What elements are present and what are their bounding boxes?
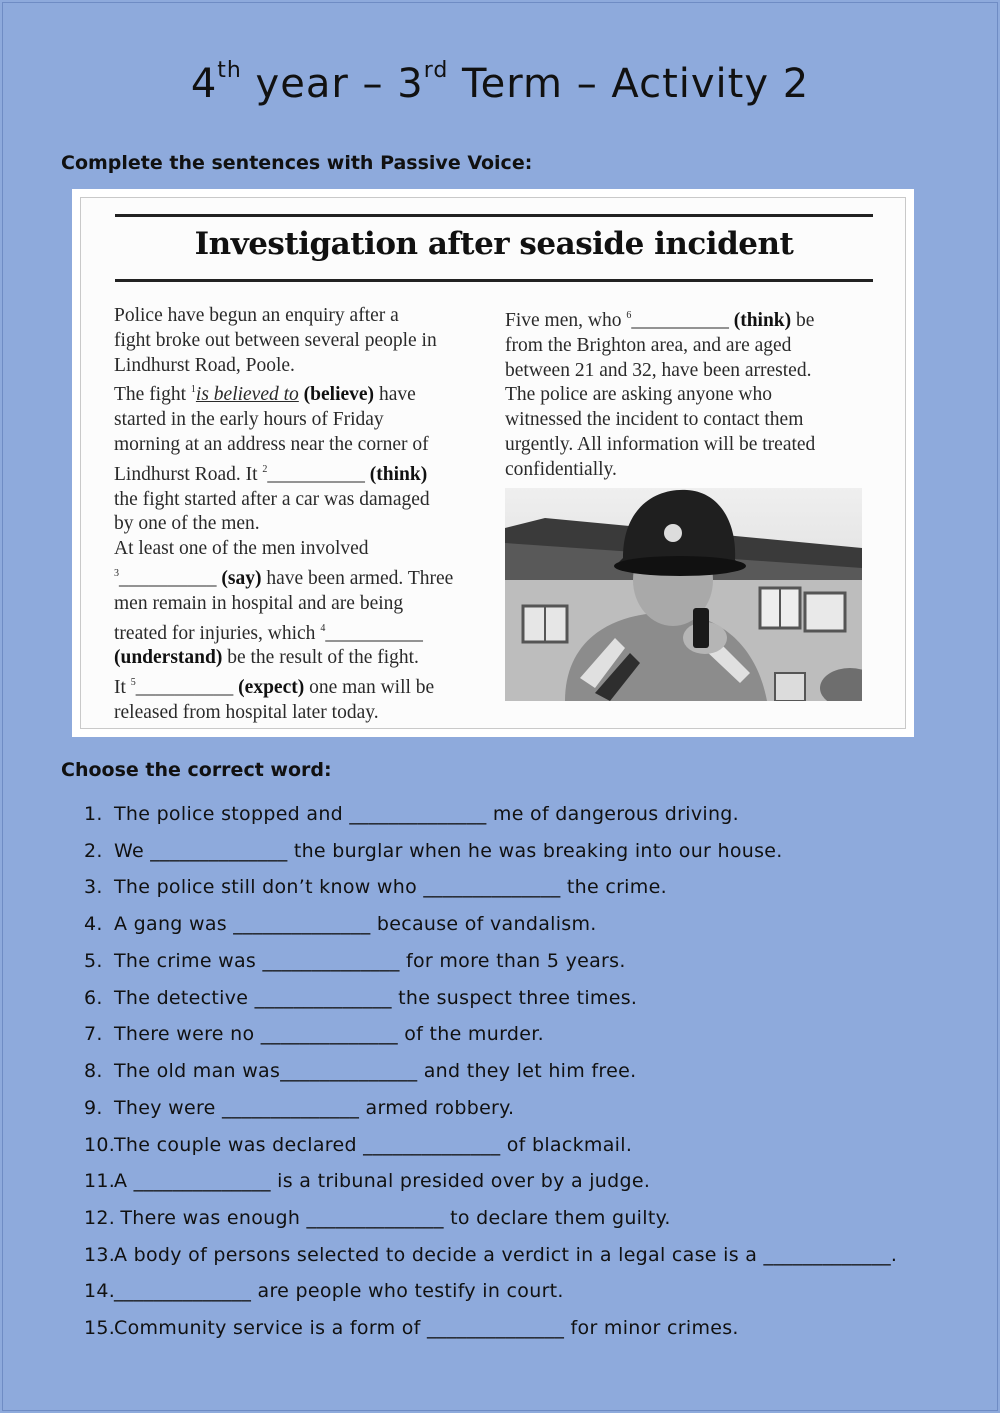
list-item[interactable]: 13.A body of persons selected to decide a verdict in a legal case is a _____________. [84, 1244, 898, 1266]
page-title: 4th year – 3rd Term – Activity 2 [190, 58, 810, 107]
headline-rule-bottom [115, 279, 873, 282]
list-item[interactable]: 1. The police stopped and ______________ me of dangerous driving. [84, 803, 740, 825]
example-answer: is believed to [195, 384, 299, 406]
list-item[interactable]: 4. A gang was ______________ because of vandalism. [84, 913, 597, 935]
list-item[interactable]: 15.Community service is a form of ______________ for minor crimes. [84, 1317, 739, 1339]
police-officer-photo [505, 488, 862, 701]
blank-5[interactable]: __________ [135, 677, 234, 699]
list-item[interactable]: 9. They were ______________ armed robbery. [84, 1097, 515, 1119]
list-item[interactable]: 6. The detective ______________ the suspect three times. [84, 987, 638, 1009]
list-item[interactable]: 2. We ______________ the burglar when he was breaking into our house. [84, 840, 783, 862]
article-left-column: Police have begun an enquiry after a fight broke out between several people in Lindhurst Road, Poole. The fight $^1$is believed to (believe) have started in the early hours of Friday morning at an address near the corner of Lindhurst Road. It $^2$__________ (think) the fight started after a car was damaged by one of the men. At least one of the men involved $^3$__________ (say) have been armed. Three men remain in hospital and are being treated for injuries, which $^4$__________ (understand) be the result of the fight. It $^5$__________ (expect) one man will be released from hospital later today. [114, 305, 454, 723]
list-item[interactable]: 7. There were no ______________ of the murder. [84, 1023, 544, 1045]
article-headline: Investigation after seaside incident [194, 226, 794, 262]
list-item[interactable]: 11.A ______________ is a tribunal presided over by a judge. [84, 1170, 651, 1192]
blank-2[interactable]: __________ [267, 463, 365, 485]
list-item[interactable]: 5. The crime was ______________ for more than 5 years. [84, 950, 626, 972]
blank-6[interactable]: __________ [631, 310, 729, 331]
list-item[interactable]: 12. There was enough ______________ to declare them guilty. [84, 1207, 671, 1229]
list-item[interactable]: 14.______________ are people who testify in court. [84, 1280, 564, 1302]
blank-4[interactable]: __________ [325, 622, 423, 644]
list-item[interactable]: 3. The police still don’t know who ______________ the crime. [84, 876, 667, 898]
list-item[interactable]: 8. The old man was______________ and they let him free. [84, 1060, 637, 1082]
instruction-choose-word: Choose the correct word: [61, 759, 332, 781]
newspaper-clipping [72, 189, 914, 737]
instruction-passive-voice: Complete the sentences with Passive Voice: [61, 152, 533, 174]
list-item[interactable]: 10.The couple was declared ______________ of blackmail. [84, 1134, 633, 1156]
blank-3[interactable]: __________ [119, 567, 217, 589]
headline-rule-top [115, 214, 873, 217]
article-right-column: Five men, who $^6$__________ (think) be from the Brighton area, and are aged between 21 and 32, have been arrested. The police are asking anyone who witnessed the incident to contact them urgently. All information will be treated confidentially. [505, 310, 816, 480]
